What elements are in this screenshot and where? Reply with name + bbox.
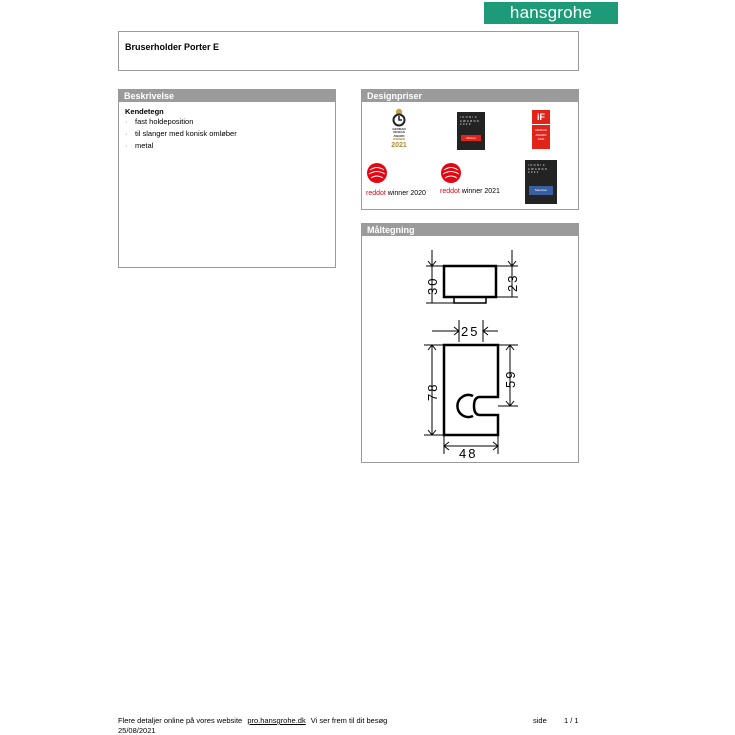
iconic-award-2021 bbox=[525, 160, 557, 204]
iconic-badge: Selection bbox=[529, 186, 553, 195]
footer-date: 25/08/2021 bbox=[118, 726, 156, 735]
iconic-line: ICONIC bbox=[528, 164, 547, 167]
website-link[interactable]: pro.hansgrohe.dk bbox=[247, 716, 306, 725]
dim-78: 78 bbox=[425, 382, 440, 401]
iconic-line: 2021 bbox=[528, 171, 540, 175]
gda-line: GERMAN bbox=[392, 127, 406, 131]
description-heading: Beskrivelse bbox=[119, 90, 335, 102]
dim-30: 30 bbox=[425, 276, 440, 295]
reddot-text: winner 2020 bbox=[385, 190, 426, 197]
list-item: · til slanger med konisk omløber bbox=[125, 129, 237, 138]
feature-text: til slanger med konisk omløber bbox=[135, 129, 237, 138]
iconic-line: ICONIC bbox=[460, 116, 479, 119]
iconic-line: AWARDS bbox=[460, 119, 481, 123]
if-line: DESIGN bbox=[535, 128, 547, 132]
gda-line: DESIGN bbox=[393, 130, 405, 135]
iconic-award-2020 bbox=[457, 112, 485, 150]
technical-drawing bbox=[362, 236, 578, 462]
list-item: · fast holdeposition bbox=[125, 117, 194, 126]
page-label: side bbox=[533, 716, 547, 725]
description-panel bbox=[118, 89, 336, 268]
footer-info bbox=[118, 716, 387, 725]
dim-48: 48 bbox=[459, 446, 478, 461]
product-title: Bruserholder Porter E bbox=[125, 42, 220, 52]
measurement-heading: Måltegning bbox=[362, 224, 578, 236]
reddot-icon bbox=[366, 162, 388, 184]
reddot-2021-award bbox=[440, 160, 520, 200]
title-box bbox=[118, 31, 579, 71]
reddot-brand: reddot bbox=[366, 190, 386, 197]
hansgrohe-logo: hansgrohe bbox=[484, 2, 618, 24]
feature-text: fast holdeposition bbox=[135, 117, 194, 126]
features-heading: Kendetegn bbox=[125, 107, 164, 116]
iconic-badge: Winner bbox=[461, 135, 481, 141]
if-line: 2020 bbox=[537, 137, 545, 141]
dim-59: 59 bbox=[503, 369, 518, 388]
if-line: AWARD bbox=[535, 132, 547, 137]
reddot-brand: reddot bbox=[440, 188, 460, 195]
gda-line: WINNER bbox=[392, 137, 406, 142]
reddot-icon bbox=[440, 162, 462, 184]
gda-line: AWARD bbox=[393, 133, 405, 138]
awards-panel bbox=[361, 89, 579, 210]
iconic-line: AWARDS bbox=[528, 167, 549, 171]
german-design-award bbox=[388, 108, 410, 154]
measurement-panel bbox=[361, 223, 579, 463]
awards-heading: Designpriser bbox=[362, 90, 578, 102]
reddot-2020-award bbox=[366, 160, 446, 200]
feature-text: metal bbox=[135, 141, 154, 150]
if-design-award bbox=[532, 110, 550, 152]
dim-23: 23 bbox=[505, 273, 520, 292]
page-number: 1 / 1 bbox=[564, 716, 579, 725]
features-list bbox=[125, 116, 237, 152]
dim-25: 25 bbox=[461, 324, 480, 339]
iconic-line: 2020 bbox=[460, 123, 472, 127]
list-item: · metal bbox=[125, 141, 154, 150]
reddot-text: winner 2021 bbox=[459, 188, 500, 195]
gda-year: 2021 bbox=[391, 142, 407, 149]
footer-text: Flere detaljer online på vores website bbox=[118, 716, 243, 725]
if-logo: iF bbox=[532, 110, 550, 124]
footer-tagline: Vi ser frem til dit besøg bbox=[310, 716, 388, 725]
